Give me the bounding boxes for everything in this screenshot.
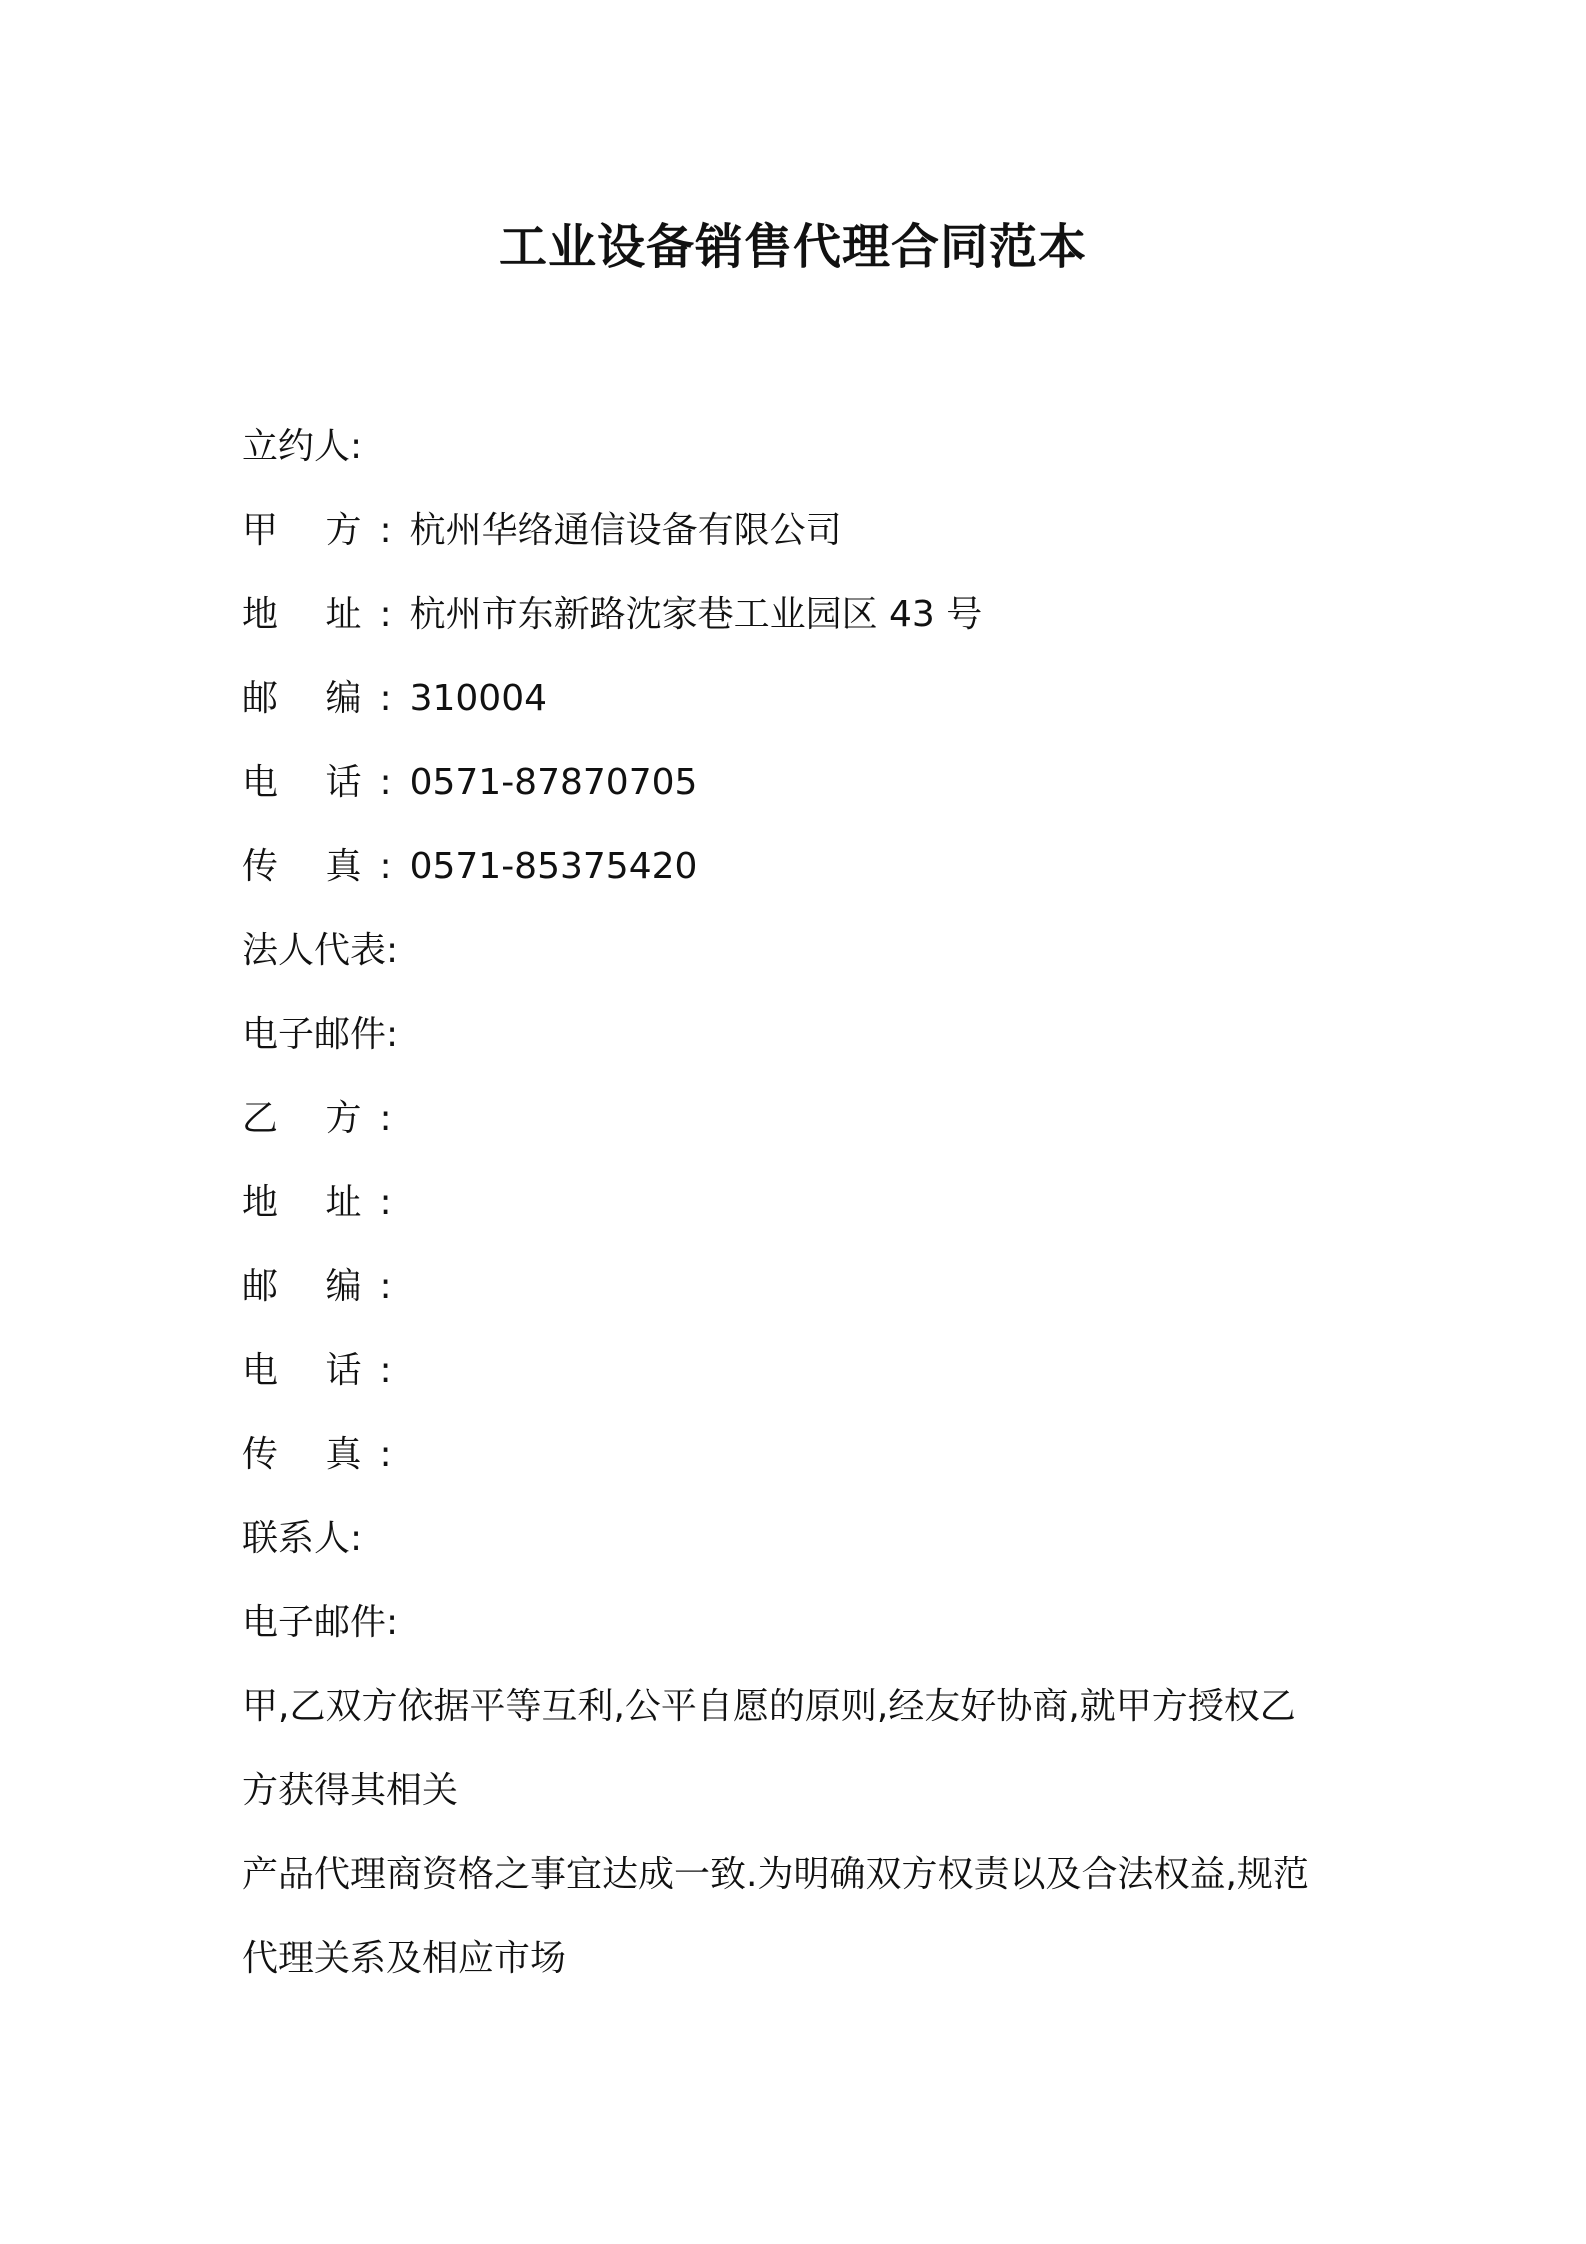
party-a-postcode-row (242, 657, 1352, 741)
paragraph-line: 产品代理商资格之事宜达成一致.为明确双方权责以及合法权益,规范 (242, 1854, 1309, 1895)
party-a-address: 杭州市东新路沈家巷工业园区 43 号 (409, 594, 983, 635)
party-b-postcode-row (242, 1245, 1352, 1329)
party-b-email-label: 电子邮件: (242, 1602, 399, 1643)
party-a-legal-rep-label: 法人代表: (242, 930, 399, 971)
party-a-address-label: 地 址: (242, 594, 410, 635)
party-b-name-row (242, 1077, 1352, 1161)
party-b-fax-label: 传 真: (242, 1434, 410, 1475)
party-a-name-label: 甲 方: (242, 510, 410, 551)
party-b-name-label: 乙 方: (242, 1098, 410, 1139)
signatory-label: 立约人: (242, 426, 363, 467)
paragraph-line: 方获得其相关 (242, 1770, 459, 1811)
party-b-phone-row (242, 1329, 1352, 1413)
paragraph-line: 甲,乙双方依据平等互利,公平自愿的原则,经友好协商,就甲方授权乙 (242, 1686, 1296, 1727)
party-a-phone-label: 电 话: (242, 762, 410, 803)
party-a-phone-row (242, 741, 1352, 825)
paragraph-line: 代理关系及相应市场 (242, 1938, 567, 1979)
party-a-fax: 0571-85375420 (409, 846, 698, 887)
party-a-fax-label: 传 真: (242, 846, 410, 887)
contract-body (242, 405, 1352, 2001)
party-a-address-row (242, 573, 1352, 657)
party-a-phone: 0571-87870705 (409, 762, 698, 803)
party-b-postcode-label: 邮 编: (242, 1266, 410, 1307)
party-a-postcode-label: 邮 编: (242, 678, 410, 719)
party-a-name: 杭州华络通信设备有限公司 (409, 510, 842, 551)
party-b-fax-row (242, 1413, 1352, 1497)
party-a-email-label: 电子邮件: (242, 1014, 399, 1055)
party-b-contact-label: 联系人: (242, 1518, 363, 1559)
party-b-address-row (242, 1161, 1352, 1245)
party-b-address-label: 地 址: (242, 1182, 410, 1223)
party-b-phone-label: 电 话: (242, 1350, 410, 1391)
document-title: 工业设备销售代理合同范本 (498, 219, 1087, 275)
party-a-fax-row (242, 825, 1352, 909)
party-a-name-row (242, 489, 1352, 573)
party-a-postcode: 310004 (409, 678, 548, 719)
